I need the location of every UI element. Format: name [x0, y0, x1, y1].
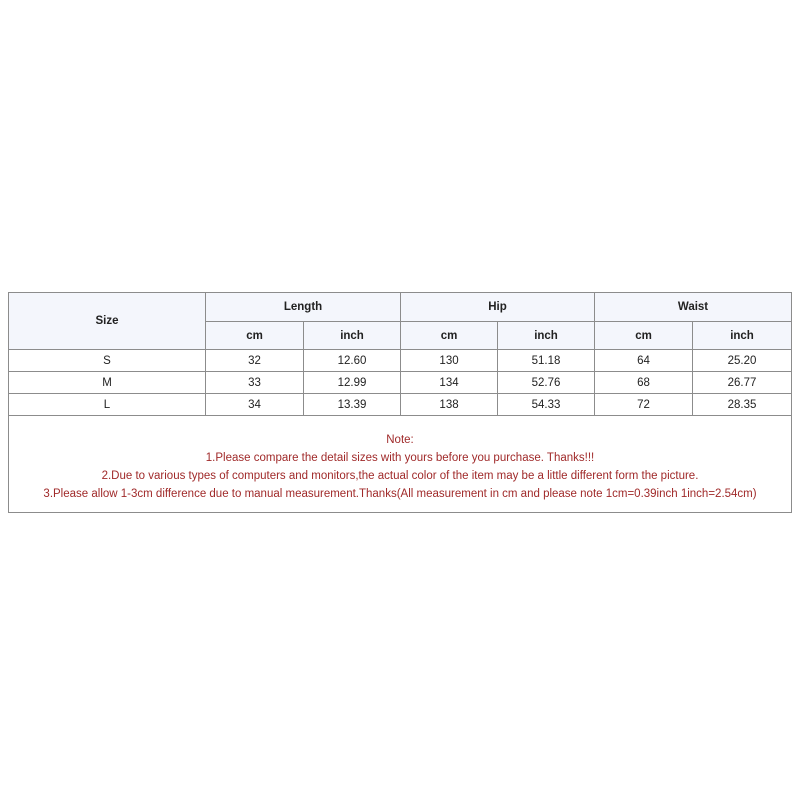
waist-inch-cell: 26.77	[693, 372, 792, 394]
waist-inch-cell: 25.20	[693, 350, 792, 372]
waist-inch-header: inch	[693, 322, 792, 350]
length-header: Length	[206, 293, 401, 322]
waist-inch-cell: 28.35	[693, 394, 792, 416]
table-row	[9, 372, 792, 394]
waist-cm-cell: 72	[595, 394, 693, 416]
length-cm-header: cm	[206, 322, 304, 350]
length-cm-cell: 32	[206, 350, 304, 372]
hip-inch-cell: 54.33	[498, 394, 595, 416]
header-row-groups	[9, 293, 792, 322]
waist-cm-header: cm	[595, 322, 693, 350]
length-cm-cell: 34	[206, 394, 304, 416]
size-header: Size	[9, 293, 206, 350]
hip-cm-header: cm	[401, 322, 498, 350]
length-inch-header: inch	[304, 322, 401, 350]
notes-cell	[9, 416, 792, 513]
waist-cm-cell: 64	[595, 350, 693, 372]
length-cm-cell: 33	[206, 372, 304, 394]
notes-row	[9, 416, 792, 513]
note-line-3: 3.Please allow 1-3cm difference due to manual measurement.Thanks(All measurement in cm and please note 1cm=0.39inch 1inch=2.54cm)	[43, 488, 757, 500]
hip-cm-cell: 134	[401, 372, 498, 394]
table-row	[9, 350, 792, 372]
hip-inch-cell: 51.18	[498, 350, 595, 372]
size-cell: L	[9, 394, 206, 416]
length-inch-cell: 13.39	[304, 394, 401, 416]
table-row	[9, 394, 792, 416]
note-title: Note:	[386, 434, 414, 446]
size-cell: M	[9, 372, 206, 394]
waist-header: Waist	[595, 293, 792, 322]
hip-header: Hip	[401, 293, 595, 322]
length-inch-cell: 12.60	[304, 350, 401, 372]
hip-cm-cell: 130	[401, 350, 498, 372]
size-cell: S	[9, 350, 206, 372]
waist-cm-cell: 68	[595, 372, 693, 394]
hip-cm-cell: 138	[401, 394, 498, 416]
note-line-2: 2.Due to various types of computers and monitors,the actual color of the item may be a little different form the picture.	[101, 470, 699, 482]
note-line-1: 1.Please compare the detail sizes with yours before you purchase. Thanks!!!	[205, 452, 595, 464]
size-chart-table	[8, 292, 792, 513]
hip-inch-header: inch	[498, 322, 595, 350]
hip-inch-cell: 52.76	[498, 372, 595, 394]
length-inch-cell: 12.99	[304, 372, 401, 394]
